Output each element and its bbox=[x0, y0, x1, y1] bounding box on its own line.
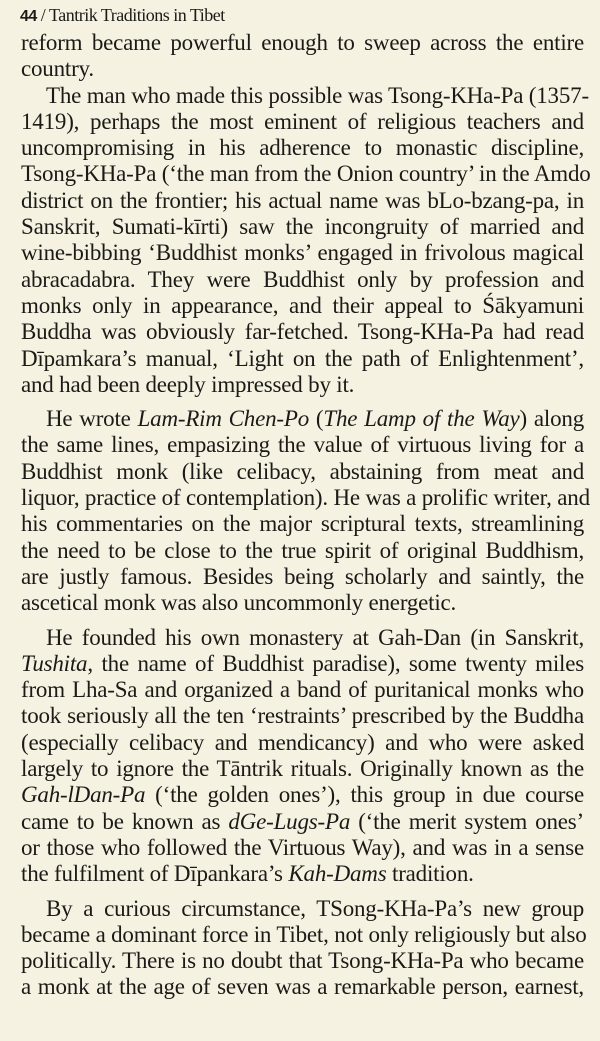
text-line bbox=[21, 406, 584, 432]
text-line bbox=[21, 161, 591, 187]
text-line bbox=[21, 703, 584, 729]
text-line bbox=[21, 896, 584, 922]
text-run: (especially celibacy and mendicancy) and who were asked bbox=[21, 729, 584, 755]
text-line bbox=[21, 677, 584, 703]
text-line bbox=[21, 730, 584, 756]
text-run: are justly famous. Besides being scholarly and saintly, the bbox=[21, 563, 584, 589]
text-run: district on the frontier; his actual name was bLo-bzang-pa, in bbox=[21, 187, 584, 213]
italic-text: dGe-Lugs-Pa bbox=[228, 808, 351, 834]
italic-text: The Lamp of the Way bbox=[323, 406, 520, 432]
text-line bbox=[21, 511, 584, 537]
paragraph bbox=[21, 625, 584, 888]
paragraph bbox=[21, 406, 590, 616]
text-line bbox=[21, 921, 587, 948]
text-line bbox=[21, 188, 584, 214]
text-line bbox=[21, 625, 584, 651]
text-run: (‘the golden ones’), this group in due course bbox=[145, 782, 584, 808]
text-line bbox=[21, 590, 584, 616]
text-line bbox=[21, 56, 584, 82]
text-run: largely to ignore the Tāntrik rituals. Originally known as the bbox=[21, 756, 584, 782]
body-text bbox=[21, 30, 591, 1001]
text-run: Buddha was obviously far-fetched. Tsong-KHa-Pa had read bbox=[21, 319, 584, 345]
italic-text: Tushita bbox=[21, 650, 88, 676]
italic-text: Gah-lDan-Pa bbox=[21, 782, 146, 808]
text-run: 1419), perhaps the most eminent of religious teachers and bbox=[21, 108, 584, 134]
text-run: (‘the merit system ones’ bbox=[350, 808, 584, 834]
text-line bbox=[21, 372, 584, 398]
text-run: reform became powerful enough to sweep across the entire bbox=[21, 30, 584, 55]
text-line bbox=[21, 835, 584, 861]
text-run: became a dominant force in Tibet, not only religiously but also bbox=[21, 921, 587, 947]
text-run: ) along bbox=[519, 406, 584, 432]
text-line bbox=[21, 82, 589, 109]
paragraph bbox=[21, 82, 591, 399]
paragraph bbox=[21, 30, 584, 83]
text-run: The man who made this possible was Tsong-KHa-Pa (1357- bbox=[46, 82, 589, 108]
text-line bbox=[21, 782, 584, 808]
text-line bbox=[21, 267, 584, 293]
text-line bbox=[21, 319, 584, 345]
header-separator: / bbox=[40, 5, 46, 25]
book-title: Tantrik Traditions in Tibet bbox=[49, 5, 225, 25]
text-run: or those who followed the Virtuous Way), and was in a sense bbox=[21, 834, 584, 860]
text-line bbox=[21, 485, 590, 511]
text-run: uncompromising in his adherence to monastic discipline, bbox=[21, 135, 584, 161]
text-run: the same lines, empasizing the value of virtuous living for a bbox=[21, 432, 584, 458]
text-run: ascetical monk was also uncommonly energetic. bbox=[21, 590, 457, 616]
text-line bbox=[21, 109, 584, 135]
text-run: the need to be close to the true spirit of original Buddhism, bbox=[21, 537, 584, 563]
text-line bbox=[21, 346, 584, 372]
text-run: monks only in appearance, and their appeal to Śākyamuni bbox=[21, 292, 584, 318]
text-run: Sanskrit, Sumati-kīrti) saw the incongruity of married and bbox=[21, 214, 584, 240]
text-run: came to be known as bbox=[21, 808, 229, 834]
text-line bbox=[21, 861, 584, 887]
text-line bbox=[21, 974, 584, 1000]
text-run: his commentaries on the major scriptural texts, streamlining bbox=[21, 511, 584, 537]
text-run: , the name of Buddhist paradise), some twenty miles bbox=[87, 650, 584, 676]
text-run: tradition. bbox=[386, 861, 474, 887]
text-run: and had been deeply impressed by it. bbox=[21, 371, 355, 397]
text-run: Dīpamkara’s manual, ‘Light on the path of Enlightenment’, bbox=[21, 345, 584, 371]
text-run: the fulfilment of Dīpankara’s bbox=[21, 861, 289, 887]
italic-text: Lam-Rim Chen-Po bbox=[137, 406, 310, 432]
italic-text: Kah-Dams bbox=[288, 861, 387, 887]
text-run: took seriously all the ten ‘restraints’ prescribed by the Buddha bbox=[21, 703, 584, 729]
text-line bbox=[21, 135, 584, 161]
text-run: He wrote bbox=[46, 406, 138, 432]
text-line bbox=[21, 30, 584, 56]
text-run: Buddhist monk (like celibacy, abstaining from meat and bbox=[21, 458, 584, 484]
text-line bbox=[21, 651, 584, 677]
text-run: politically. There is no doubt that Tsong-KHa-Pa who became bbox=[21, 948, 584, 974]
text-run: abracadabra. They were Buddhist only by profession and bbox=[21, 266, 584, 292]
text-run: country. bbox=[21, 56, 94, 82]
text-line bbox=[21, 948, 584, 974]
text-line bbox=[21, 214, 584, 240]
text-run: wine-bibbing ‘Buddhist monks’ engaged in frivolous magical bbox=[21, 240, 584, 266]
running-header bbox=[20, 4, 225, 28]
text-run: liquor, practice of contemplation). He was a prolific writer, and bbox=[21, 485, 590, 511]
text-line bbox=[21, 459, 584, 485]
text-line bbox=[21, 564, 584, 590]
text-line bbox=[21, 293, 584, 319]
text-run: He founded his own monastery at Gah-Dan (in Sanskrit, bbox=[46, 624, 584, 650]
text-line bbox=[21, 809, 584, 835]
text-run: ( bbox=[309, 406, 324, 432]
text-line bbox=[21, 756, 584, 782]
text-line bbox=[21, 538, 584, 564]
text-run: By a curious circumstance, TSong-KHa-Pa’s new group bbox=[46, 895, 584, 921]
text-line bbox=[21, 432, 584, 458]
text-line bbox=[21, 240, 584, 266]
paragraph bbox=[21, 895, 587, 1001]
text-run: from Lha-Sa and organized a band of puritanical monks who bbox=[21, 677, 584, 703]
text-run: a monk at the age of seven was a remarkable person, earnest, bbox=[21, 974, 584, 1000]
text-run: Tsong-KHa-Pa (‘the man from the Onion country’ in the Amdo bbox=[21, 161, 591, 187]
page-number: 44 bbox=[20, 8, 37, 25]
